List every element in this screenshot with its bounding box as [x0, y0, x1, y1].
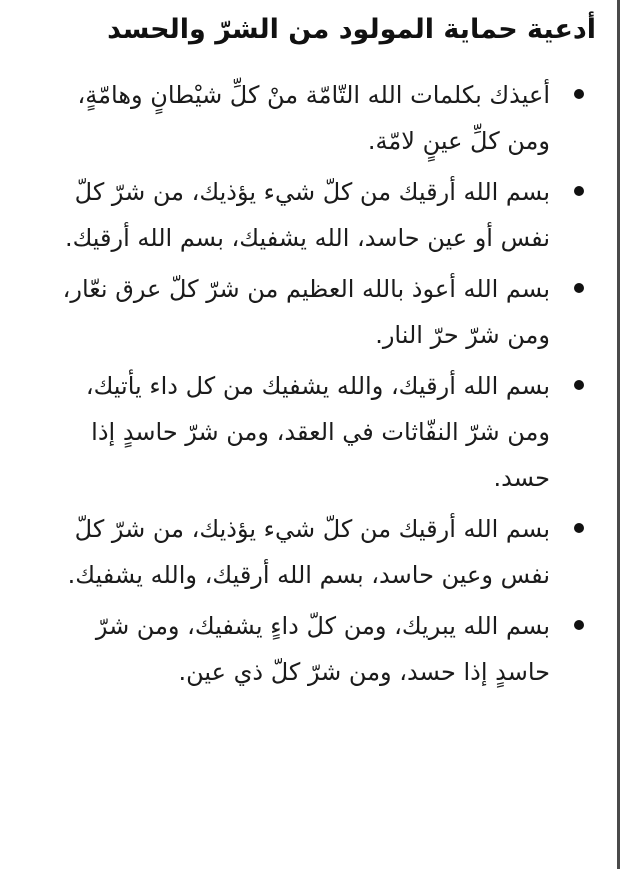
list-item — [40, 266, 596, 358]
bullet-icon — [574, 523, 584, 533]
list-item-text: بسم الله أرقيك من كلّ شيء يؤذيك، من شرّ كلّ نفس وعين حاسد، بسم الله أرقيك، والله يشفيك. — [67, 515, 550, 589]
list-item — [40, 169, 596, 261]
bullet-icon — [574, 283, 584, 293]
list-item — [40, 603, 596, 695]
bullet-icon — [574, 89, 584, 99]
bullet-icon — [574, 380, 584, 390]
prayer-list — [40, 72, 596, 695]
list-item-text: بسم الله يبريك، ومن كلّ داءٍ يشفيك، ومن شرّ حاسدٍ إذا حسد، ومن شرّ كلّ ذي عين. — [95, 612, 550, 686]
list-item-text: أعيذك بكلمات الله التّامّة منْ كلِّ شيْطانٍ وهامّةٍ، ومن كلِّ عينٍ لامّة. — [77, 81, 550, 155]
list-item — [40, 72, 596, 164]
article-title: أدعية حماية المولود من الشرّ والحسد — [107, 14, 596, 45]
bullet-icon — [574, 620, 584, 630]
list-item-text: بسم الله أعوذ بالله العظيم من شرّ كلّ عرق نعّار، ومن شرّ حرّ النار. — [62, 275, 550, 349]
list-item — [40, 363, 596, 501]
bullet-icon — [574, 186, 584, 196]
list-item — [40, 506, 596, 598]
list-item-text: بسم الله أرقيك، والله يشفيك من كل داء يأتيك، ومن شرّ النفّاثات في العقد، ومن شرّ حاسدٍ إذا حسد. — [85, 372, 550, 492]
list-item-text: بسم الله أرقيك من كلّ شيء يؤذيك، من شرّ كلّ نفس أو عين حاسد، الله يشفيك، بسم الله أرقيك. — [64, 178, 550, 252]
article — [40, 8, 596, 700]
